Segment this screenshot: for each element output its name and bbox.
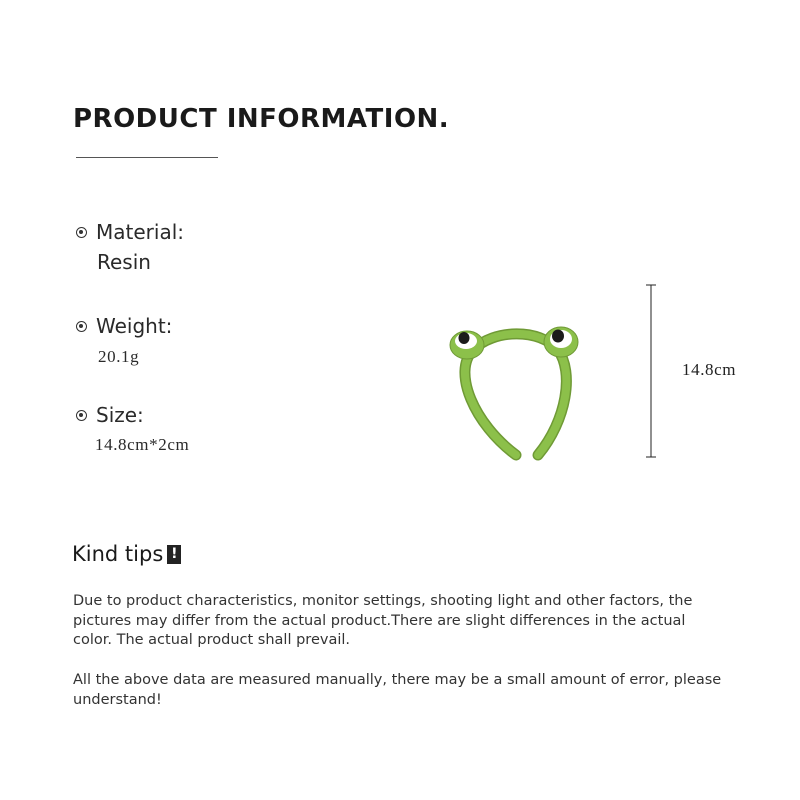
tips-paragraph-2: All the above data are measured manually, there may be a small amount of error, please understand! (73, 672, 722, 708)
spec-size-label: Size: (96, 403, 144, 427)
kind-tips-title: Kind tips (72, 542, 164, 566)
tips-paragraph-1: Due to product characteristics, monitor settings, shooting light and other factors, the pictures may differ from the actual product.There are slight differences in the actual color. The actual product shall prevail. (73, 593, 693, 648)
frog-headband-image (450, 327, 578, 455)
dimension-label: 14.8cm (682, 360, 737, 379)
spec-weight-label: Weight: (96, 314, 173, 338)
spec-material-label: Material: (96, 220, 184, 244)
spec-weight-value: 20.1g (98, 347, 140, 366)
spec-material-value: Resin (97, 250, 151, 274)
left-frog-eye (450, 331, 484, 359)
kind-tips-heading (72, 542, 181, 566)
page-title: PRODUCT INFORMATION. (73, 104, 450, 134)
right-frog-eye (544, 327, 578, 357)
exclamation-icon: ! (167, 545, 181, 564)
dimension-line (646, 285, 656, 457)
spec-size-value: 14.8cm*2cm (95, 435, 190, 454)
